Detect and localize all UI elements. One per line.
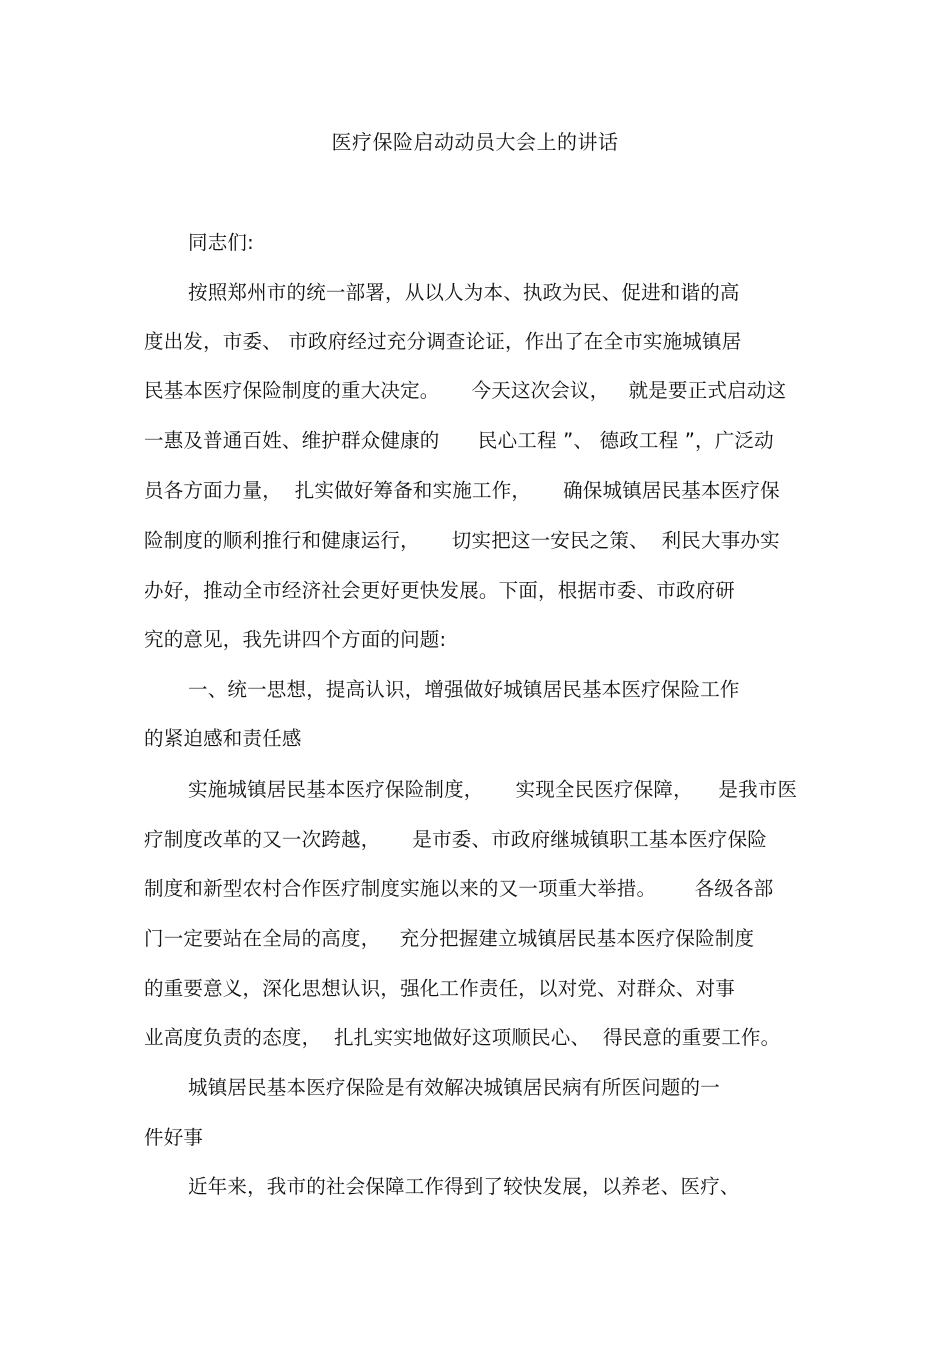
paragraph-line: 员各方面力量， 扎实做好筹备和实施工作， 确保城镇居民基本医疗保 xyxy=(144,479,780,502)
document-title: 医疗保险启动动员大会上的讲话 xyxy=(331,130,619,154)
subsection-heading: 件好事 xyxy=(144,1126,204,1149)
paragraph-line: 业高度负责的态度， 扎扎实实地做好这项顺民心、 得民意的重要工作。 xyxy=(144,1026,781,1049)
section-heading: 的紧迫感和责任感 xyxy=(144,727,302,750)
paragraph-line: 按照郑州市的统一部署，从以人为本、执政为民、促进和谐的高 xyxy=(188,281,740,304)
paragraph-line: 办好，推动全市经济社会更好更快发展。下面，根据市委、市政府研 xyxy=(144,579,736,602)
paragraph-line: 一惠及普通百姓、维护群众健康的 民心工程 ”、 德政工程 ”，广泛动 xyxy=(144,429,774,452)
paragraph-line: 度出发，市委、 市政府经过充分调查论证，作出了在全市实施城镇居 xyxy=(144,330,742,353)
paragraph-line: 近年来，我市的社会保障工作得到了较快发展，以养老、医疗、 xyxy=(188,1175,740,1198)
paragraph-line: 险制度的顺利推行和健康运行， 切实把这一安民之策、 利民大事办实 xyxy=(144,529,780,552)
paragraph-line: 门一定要站在全局的高度， 充分把握建立城镇居民基本医疗保险制度 xyxy=(144,927,755,950)
paragraph-line: 的重要意义，深化思想认识，强化工作责任，以对党、对群众、对事 xyxy=(144,977,736,1000)
salutation: 同志们: xyxy=(188,231,254,254)
paragraph-line: 疗制度改革的又一次跨越， 是市委、市政府继城镇职工基本医疗保险 xyxy=(144,828,767,851)
subsection-heading: 城镇居民基本医疗保险是有效解决城镇居民病有所医问题的一 xyxy=(188,1076,720,1099)
paragraph-line: 制度和新型农村合作医疗制度实施以来的又一项重大举措。 各级各部 xyxy=(144,877,774,900)
section-heading: 一、统一思想，提高认识，增强做好城镇居民基本医疗保险工作 xyxy=(188,678,740,701)
paragraph-line: 民基本医疗保险制度的重大决定。 今天这次会议， 就是要正式启动这 xyxy=(144,379,787,402)
paragraph-line: 究的意见，我先讲四个方面的问题: xyxy=(144,628,447,651)
paragraph-line: 实施城镇居民基本医疗保险制度， 实现全民医疗保障， 是我市医 xyxy=(188,778,798,801)
